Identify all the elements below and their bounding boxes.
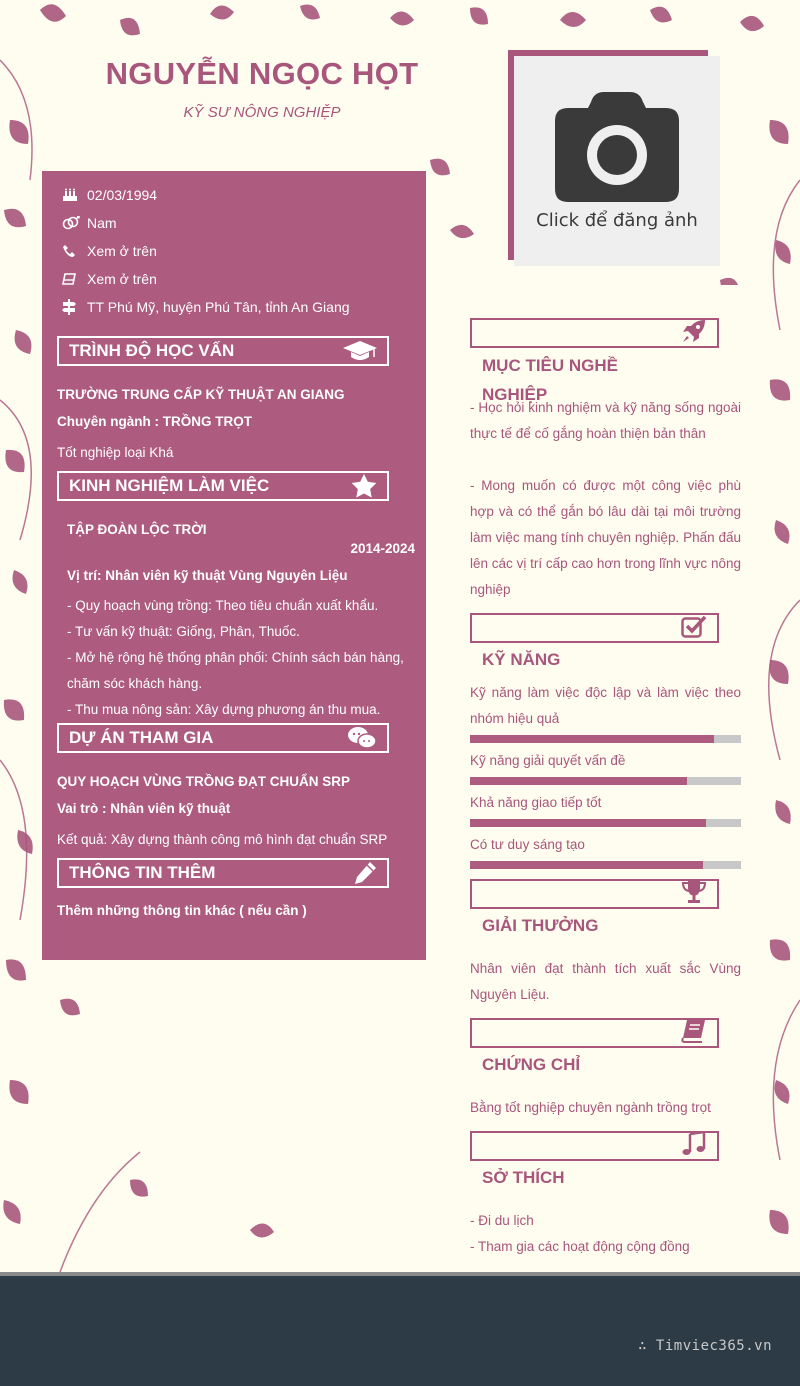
objective-paragraph: - Mong muốn có được một công việc phù hợp và có thể gắn bó lâu dài tại môi trường làm việc mang tính chuyên nghiệp. Phấn đấu lên các vị trí cấp cao hơn trong lĩnh vực nông nghiệp [470,478,741,597]
skill-bar [470,819,741,827]
hobby-item: - Tham gia các hoạt động cộng đồng [470,1239,690,1254]
section-header-certificates [470,1018,719,1048]
section-title-additional: THÔNG TIN THÊM [69,863,216,882]
birthday-cake-icon [62,187,86,203]
section-title-objective: MỤC TIÊU NGHỀ NGHIỆP [482,356,618,404]
checkbox-icon [681,614,707,643]
skill-bar-fill [470,861,703,869]
skill-label: Kỹ năng giải quyết vấn đề [470,753,626,768]
skill-bar [470,777,741,785]
camera-icon [555,92,679,202]
chat-bubbles-icon [347,726,377,750]
gender-icon [62,215,86,231]
graduation-cap-icon [343,340,377,362]
skill-label: Kỹ năng làm việc độc lập và làm việc theo nhóm hiệu quả [470,685,741,726]
experience-duty: - Tư vấn kỹ thuật: Giống, Phân, Thuốc. [67,624,300,639]
project-name: QUY HOẠCH VÙNG TRỒNG ĐẠT CHUẨN SRP [57,774,351,789]
info-row-birthday [62,185,157,205]
certificates-text: Bằng tốt nghiệp chuyên ngành trồng trọt [470,1100,711,1115]
rocket-icon [681,318,707,349]
section-title-awards: GIẢI THƯỞNG [482,916,599,935]
experience-duty: - Quy hoạch vùng trồng: Theo tiêu chuẩn xuất khẩu. [67,598,379,613]
photo-upload[interactable] [508,50,720,268]
section-header-experience [57,471,389,501]
footer-divider [0,1272,800,1276]
pencil-icon [353,861,377,885]
experience-duty: - Thu mua nông sản: Xây dựng phương án thu mua. [67,702,381,717]
photo-placeholder[interactable] [514,56,720,266]
footer-brand[interactable]: ∴ Timviec365.vn [638,1338,772,1354]
gender-value: Nam [87,215,117,231]
section-header-skills [470,613,719,643]
trophy-icon [681,879,707,910]
hobby-item: - Đi du lịch [470,1213,534,1228]
phone-value: Xem ở trên [87,243,157,259]
star-icon [351,474,377,498]
section-title-hobbies: SỞ THÍCH [482,1168,565,1187]
email-icon [62,271,86,287]
experience-duty: - Mở hệ rộng hệ thống phân phối: Chính sách bán hàng, [67,650,404,665]
skill-bar [470,735,741,743]
info-row-address [62,297,350,317]
awards-text: Nhân viên đạt thành tích xuất sắc Vùng Nguyên Liệu. [470,961,741,1002]
skill-bar-fill [470,777,687,785]
info-row-email [62,269,157,289]
objective-paragraph: - Học hỏi kinh nghiệm và kỹ năng sống ngoài thực tế để cố gắng hoàn thiện bản thân [470,400,741,441]
right-panel [452,285,766,1272]
address-signpost-icon [62,299,86,315]
section-title-education: TRÌNH ĐỘ HỌC VẤN [69,341,235,360]
education-result: Tốt nghiệp loại Khá [57,445,174,460]
section-header-hobbies [470,1131,719,1161]
birthday-value: 02/03/1994 [87,187,158,203]
section-header-projects [57,723,389,753]
candidate-name: NGUYỄN NGỌC HỌT [105,56,419,91]
job-title: KỸ SƯ NÔNG NGHIỆP [183,104,341,121]
info-row-gender [62,213,117,233]
experience-period: 2014-2024 [350,541,415,556]
education-school: TRƯỜNG TRUNG CẤP KỸ THUẬT AN GIANG [57,387,345,402]
additional-text: Thêm những thông tin khác ( nếu cần ) [57,903,307,918]
phone-icon [62,243,86,259]
skill-label: Có tư duy sáng tạo [470,837,585,852]
skill-bar [470,861,741,869]
project-role: Vai trò : Nhân viên kỹ thuật [57,801,231,816]
section-header-education [57,336,389,366]
section-title-experience: KINH NGHIỆM LÀM VIỆC [69,476,270,495]
email-value: Xem ở trên [87,271,157,287]
skill-bar-fill [470,819,706,827]
education-major: Chuyên ngành : TRỒNG TRỌT [57,414,252,429]
section-title-skills: KỸ NĂNG [482,650,561,669]
skill-label: Khả năng giao tiếp tốt [470,795,602,810]
address-value: TT Phú Mỹ, huyện Phú Tân, tỉnh An Giang [87,299,350,315]
left-panel [42,171,426,960]
photo-caption: Click để đăng ảnh [536,209,698,231]
section-header-awards [470,879,719,909]
section-header-additional [57,858,389,888]
info-row-phone [62,241,157,261]
music-note-icon [681,1131,707,1162]
book-icon [681,1019,707,1048]
section-header-objective [470,318,719,348]
section-title-certificates: CHỨNG CHỈ [482,1055,581,1074]
skill-bar-fill [470,735,714,743]
section-title-projects: DỰ ÁN THAM GIA [69,728,214,747]
footer [0,1272,800,1386]
project-result: Kết quả: Xây dựng thành công mô hình đạt chuẩn SRP [57,832,388,847]
experience-company: TẬP ĐOÀN LỘC TRỜI [67,522,207,537]
experience-duty: chăm sóc khách hàng. [67,676,203,691]
experience-position: Vị trí: Nhân viên kỹ thuật Vùng Nguyên Liệu [67,568,348,583]
